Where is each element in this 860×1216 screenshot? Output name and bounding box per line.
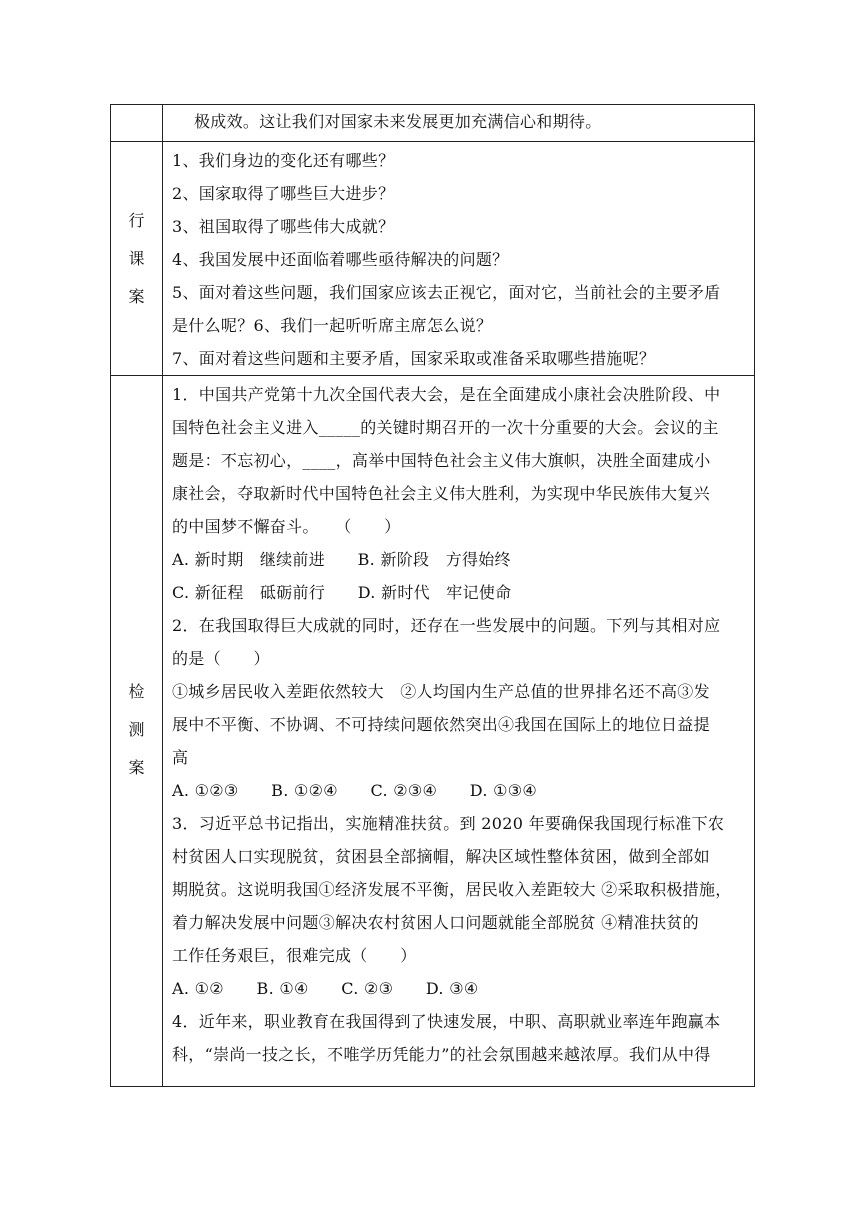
- lesson-plan-table: [110, 104, 755, 1087]
- exercise-line: 3．习近平总书记指出，实施精准扶贫。到 2020 年要确保我国现行标准下农: [172, 814, 725, 833]
- question-line: 2、国家取得了哪些巨大进步？: [172, 184, 395, 203]
- exercise-line: 高: [172, 748, 189, 767]
- exercise-line: 着力解决发展中问题③解决农村贫困人口问题就能全部脱贫 ④精准扶贫的: [172, 913, 699, 932]
- exercise-line: 康社会，夺取新时代中国特色社会主义伟大胜利，为实现中华民族伟大复兴: [172, 484, 710, 503]
- exercise-line: ①城乡居民收入差距依然较大 ②人均国内生产总值的世界排名还不高③发: [172, 682, 710, 701]
- table-row-jiance: [111, 376, 755, 1087]
- label-char: 行: [128, 210, 145, 230]
- row-label-empty: [111, 105, 163, 142]
- label-char: 案: [128, 758, 145, 777]
- row-label-xingke: [111, 142, 163, 376]
- row-label-jiance: [111, 376, 163, 1087]
- jiance-content: [163, 376, 755, 1087]
- option-line: A. ①② B. ①④ C. ②③ D. ③④: [172, 979, 479, 998]
- label-char: 检: [128, 682, 145, 701]
- question-line: 4、我国发展中还面临着哪些亟待解决的问题？: [172, 250, 509, 269]
- continuation-cell: [163, 105, 755, 142]
- exercise-line: 2．在我国取得巨大成就的同时，还存在一些发展中的问题。下列与其相对应: [172, 616, 721, 635]
- table-row-xingke: [111, 142, 755, 376]
- continuation-text: 极成效。这让我们对国家未来发展更加充满信心和期待。: [194, 112, 602, 131]
- option-line: C. 新征程 砥砺前行 D. 新时代 牢记使命: [172, 583, 512, 602]
- exercise-line: 展中不平衡、不协调、不可持续问题依然突出④我国在国际上的地位日益提: [172, 715, 710, 734]
- label-char: 测: [128, 720, 145, 739]
- exercise-line: 工作任务艰巨，很难完成（ ）: [172, 946, 417, 965]
- exercise-line: 题是：不忘初心，____，高举中国特色社会主义伟大旗帜，决胜全面建成小: [172, 451, 711, 470]
- question-line: 5、面对着这些问题，我们国家应该去正视它，面对它，当前社会的主要矛盾: [172, 283, 721, 302]
- table-row-continuation: [111, 105, 755, 142]
- label-char: 案: [128, 286, 145, 306]
- exercise-line: 科，“崇尚一技之长，不唯学历凭能力”的社会氛围越来越浓厚。我们从中得: [172, 1045, 711, 1064]
- exercise-line: 村贫困人口实现脱贫，贫困县全部摘帽，解决区域性整体贫困，做到全部如: [172, 847, 710, 866]
- option-line: A. ①②③ B. ①②④ C. ②③④ D. ①③④: [172, 781, 538, 800]
- exercise-line: 的是（ ）: [172, 649, 270, 668]
- question-line: 是什么呢？6、我们一起听听席主席怎么说？: [172, 316, 493, 335]
- label-char: 课: [128, 248, 145, 268]
- question-line: 7、面对着这些问题和主要矛盾，国家采取或准备采取哪些措施呢？: [172, 349, 656, 368]
- exercise-line: 的中国梦不懈奋斗。 （ ）: [172, 517, 401, 536]
- question-line: 1、我们身边的变化还有哪些？: [172, 151, 395, 170]
- exercise-line: 期脱贫。这说明我国①经济发展不平衡，居民收入差距较大 ②采取积极措施，: [172, 880, 732, 899]
- exercise-line: 4．近年来，职业教育在我国得到了快速发展，中职、高职就业率连年跑赢本: [172, 1012, 721, 1031]
- option-line: A. 新时期 继续前进 B. 新阶段 方得始终: [172, 550, 511, 569]
- exercise-line: 国特色社会主义进入_____的关键时期召开的一次十分重要的大会。会议的主: [172, 418, 719, 437]
- question-line: 3、祖国取得了哪些伟大成就？: [172, 217, 395, 236]
- exercise-line: 1．中国共产党第十九次全国代表大会，是在全面建成小康社会决胜阶段、中: [172, 385, 721, 404]
- xingke-content: [163, 142, 755, 376]
